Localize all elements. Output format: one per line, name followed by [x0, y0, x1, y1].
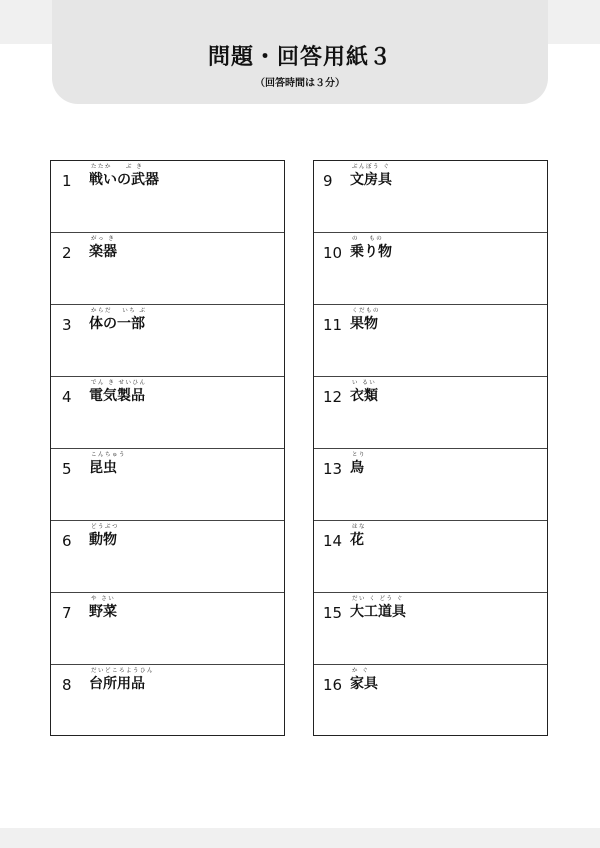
item-word: [350, 667, 378, 692]
item-label: 昆虫: [89, 460, 117, 476]
item-word: [89, 595, 117, 620]
item-number: 15: [323, 604, 343, 622]
item-number: 11: [323, 316, 343, 334]
item-ruby: どうぶつ: [91, 524, 120, 530]
item-ruby: がっ き: [91, 236, 116, 242]
item-word: [350, 523, 366, 548]
item-ruby: はな: [352, 524, 367, 530]
answer-cell[interactable]: [51, 305, 284, 377]
item-word: [89, 379, 147, 404]
answer-cell[interactable]: [51, 449, 284, 521]
item-number: 12: [323, 388, 343, 406]
answer-cell[interactable]: [314, 377, 547, 449]
item-ruby: とり: [352, 452, 367, 458]
item-ruby: たたか ぶ き: [91, 164, 144, 170]
answer-cell[interactable]: [51, 665, 284, 737]
item-number: 14: [323, 532, 343, 550]
answer-cell[interactable]: [51, 377, 284, 449]
answer-cell[interactable]: [314, 593, 547, 665]
answer-cell[interactable]: [51, 161, 284, 233]
item-label: 台所用品: [89, 676, 145, 692]
item-number: 9: [323, 172, 333, 190]
item-ruby: だいどころようひん: [91, 668, 155, 674]
item-label: 乗り物: [350, 244, 392, 260]
answer-column-left: [50, 160, 285, 736]
item-label: 衣類: [350, 388, 378, 404]
item-word: [89, 451, 126, 476]
answer-cell[interactable]: [314, 161, 547, 233]
item-number: 7: [62, 604, 72, 622]
item-word: [89, 523, 119, 548]
item-ruby: か ぐ: [352, 668, 370, 674]
item-ruby: ぶんぼう ぐ: [352, 164, 391, 170]
item-label: 電気製品: [89, 388, 145, 404]
item-word: [350, 163, 392, 188]
item-number: 5: [62, 460, 72, 478]
item-number: 4: [62, 388, 72, 406]
item-word: [89, 667, 154, 692]
item-number: 10: [323, 244, 343, 262]
item-ruby: からだ いち ぶ: [91, 308, 147, 314]
item-word: [89, 235, 117, 260]
item-ruby: の もの: [352, 236, 384, 242]
answer-cell[interactable]: [314, 233, 547, 305]
item-word: [89, 307, 147, 332]
item-label: 花: [350, 532, 364, 548]
item-number: 2: [62, 244, 72, 262]
item-label: 楽器: [89, 244, 117, 260]
item-word: [350, 307, 380, 332]
item-number: 16: [323, 676, 343, 694]
item-ruby: くだもの: [352, 308, 381, 314]
answer-cell[interactable]: [51, 521, 284, 593]
item-number: 8: [62, 676, 72, 694]
answer-column-right: [313, 160, 548, 736]
item-label: 家具: [350, 676, 378, 692]
item-ruby: や さい: [91, 596, 116, 602]
item-number: 13: [323, 460, 343, 478]
item-word: [89, 163, 159, 188]
item-label: 大工道具: [350, 604, 406, 620]
page-subtitle: （回答時間は３分）: [255, 78, 345, 89]
item-word: [350, 379, 378, 404]
item-number: 6: [62, 532, 72, 550]
item-label: 体の一部: [89, 316, 145, 332]
item-ruby: でん き せいひん: [91, 380, 147, 386]
item-ruby: こんちゅう: [91, 452, 127, 458]
item-number: 1: [62, 172, 72, 190]
bottom-band: [0, 828, 600, 848]
item-word: [350, 235, 392, 260]
item-word: [350, 595, 406, 620]
item-label: 野菜: [89, 604, 117, 620]
answer-cell[interactable]: [314, 449, 547, 521]
page-title: 問題・回答用紙３: [207, 45, 392, 70]
answer-cell[interactable]: [314, 665, 547, 737]
item-ruby: だい く どう ぐ: [352, 596, 404, 602]
item-label: 文房具: [350, 172, 392, 188]
item-word: [350, 451, 366, 476]
item-label: 鳥: [350, 460, 364, 476]
answer-cell[interactable]: [314, 521, 547, 593]
item-label: 戦いの武器: [89, 172, 159, 188]
item-number: 3: [62, 316, 72, 334]
item-ruby: い るい: [352, 380, 377, 386]
answer-cell[interactable]: [51, 593, 284, 665]
answer-cell[interactable]: [314, 305, 547, 377]
item-label: 果物: [350, 316, 378, 332]
answer-cell[interactable]: [51, 233, 284, 305]
item-label: 動物: [89, 532, 117, 548]
